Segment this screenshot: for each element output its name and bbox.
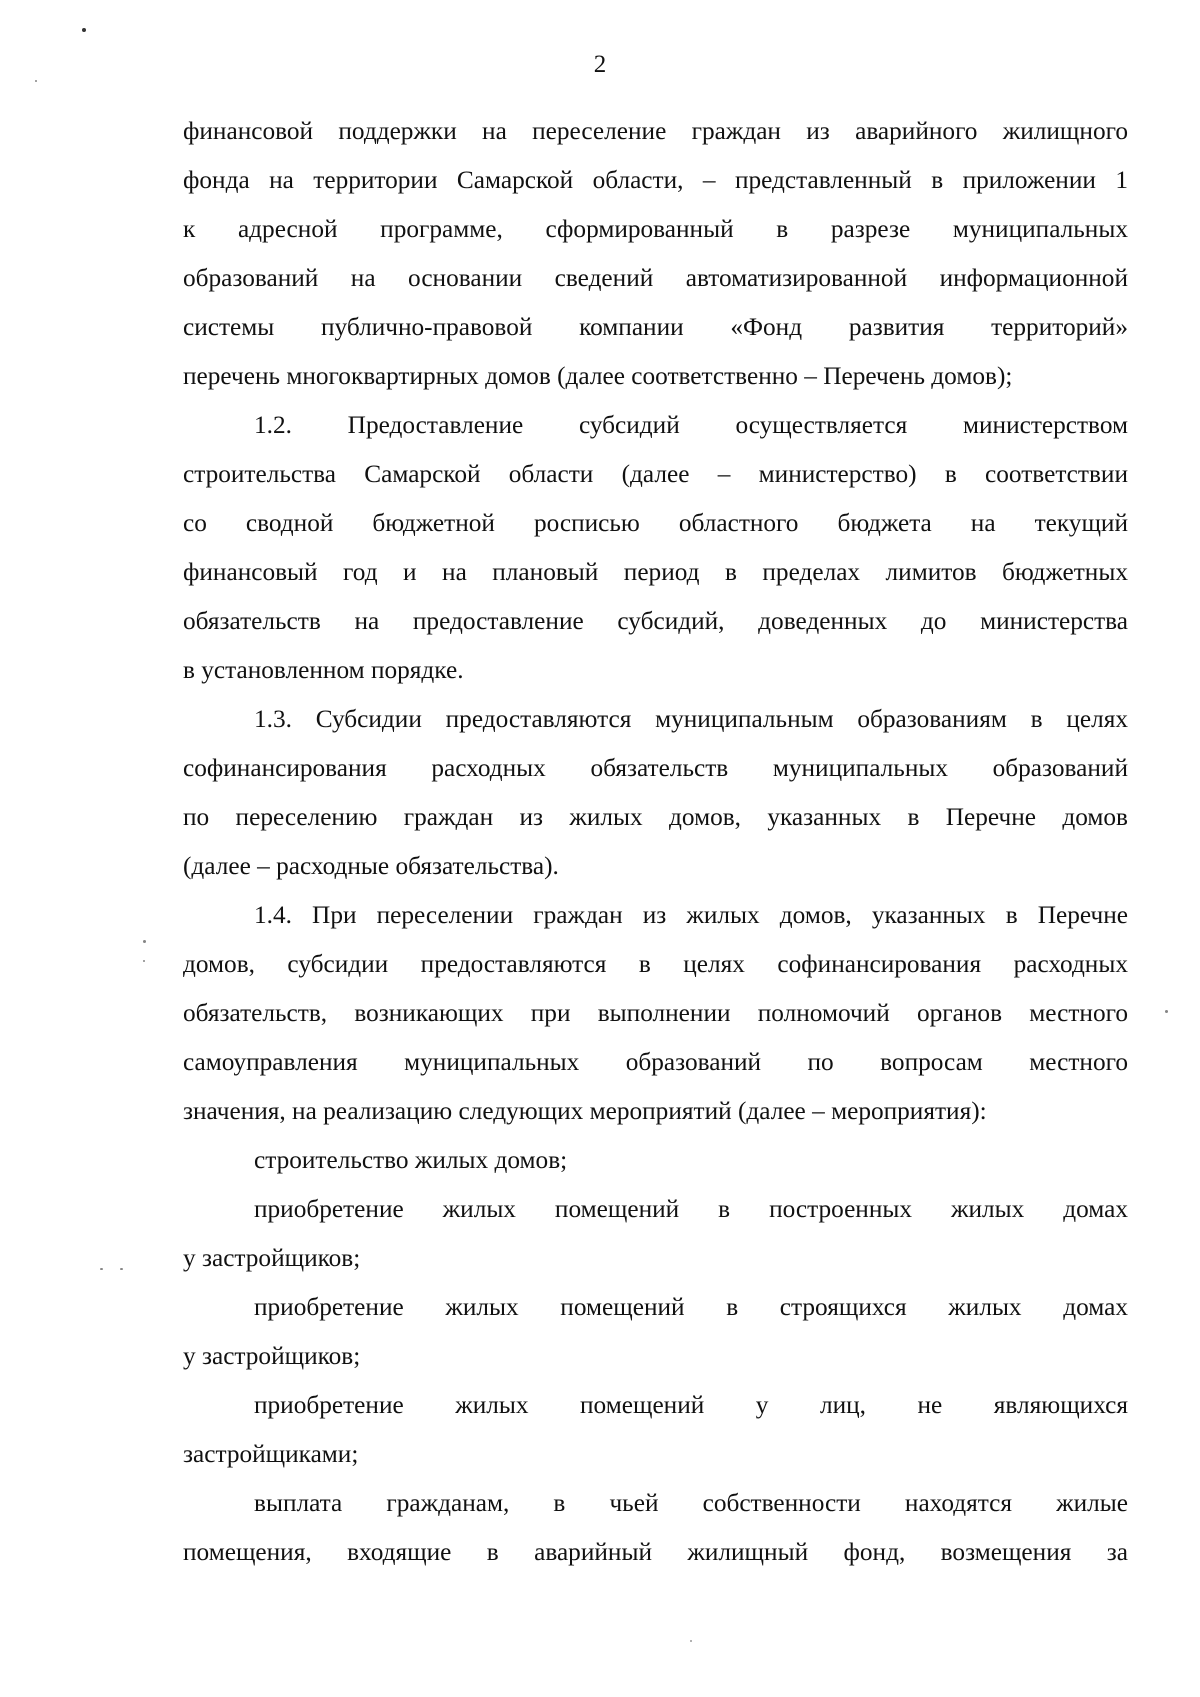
text-line: строительства Самарской области (далее – министерство) в соответствии [183, 460, 1128, 488]
scan-speck [143, 960, 145, 962]
text-line: системы публично-правовой компании «Фонд развития территорий» [183, 313, 1128, 341]
paragraph-first-line: 1.3. Субсидии предоставляются муниципальным образованиям в целях [254, 705, 1128, 733]
paragraph-first-line: 1.2. Предоставление субсидий осуществляется министерством [254, 411, 1128, 439]
page-number: 2 [593, 51, 607, 78]
scan-speck [690, 1640, 692, 1642]
text-line: значения, на реализацию следующих мероприятий (далее – мероприятия): [183, 1097, 987, 1125]
text-line: образований на основании сведений автоматизированной информационной [183, 264, 1128, 292]
text-line: (далее – расходные обязательства). [183, 852, 559, 880]
text-line: у застройщиков; [183, 1244, 361, 1272]
text-line: софинансирования расходных обязательств муниципальных образований [183, 754, 1128, 782]
scan-speck [120, 1268, 123, 1270]
paragraph-first-line: приобретение жилых помещений в построенных жилых домах [254, 1195, 1128, 1223]
text-line: помещения, входящие в аварийный жилищный фонд, возмещения за [183, 1538, 1128, 1566]
text-line: фонда на территории Самарской области, – представленный в приложении 1 [183, 166, 1128, 194]
text-line: застройщиками; [183, 1440, 359, 1468]
text-line: обязательств на предоставление субсидий, доведенных до министерства [183, 607, 1128, 635]
document-body [183, 107, 1128, 1577]
paragraph-first-line: 1.4. При переселении граждан из жилых домов, указанных в Перечне [254, 901, 1128, 929]
scan-speck [143, 940, 146, 943]
text-line: со сводной бюджетной росписью областного бюджета на текущий [183, 509, 1128, 537]
text-line: финансовой поддержки на переселение граждан из аварийного жилищного [183, 117, 1128, 145]
paragraph-first-line: приобретение жилых помещений в строящихся жилых домах [254, 1293, 1128, 1321]
text-line: у застройщиков; [183, 1342, 361, 1370]
text-line: обязательств, возникающих при выполнении полномочий органов местного [183, 999, 1128, 1027]
text-line: перечень многоквартирных домов (далее соответственно – Перечень домов); [183, 362, 1013, 390]
text-line: к адресной программе, сформированный в разрезе муниципальных [183, 215, 1128, 243]
text-line: домов, субсидии предоставляются в целях софинансирования расходных [183, 950, 1128, 978]
text-line: самоуправления муниципальных образований по вопросам местного [183, 1048, 1128, 1076]
scan-speck [35, 80, 37, 82]
text-line: в установленном порядке. [183, 656, 464, 684]
paragraph-first-line: выплата гражданам, в чьей собственности находятся жилые [254, 1489, 1128, 1517]
scan-speck [1165, 1010, 1168, 1013]
scan-speck [82, 28, 86, 32]
text-line: по переселению граждан из жилых домов, указанных в Перечне домов [183, 803, 1128, 831]
scan-speck [100, 1268, 103, 1270]
paragraph-first-line: приобретение жилых помещений у лиц, не являющихся [254, 1391, 1128, 1419]
paragraph-first-line: строительство жилых домов; [254, 1146, 568, 1174]
text-line: финансовый год и на плановый период в пределах лимитов бюджетных [183, 558, 1128, 586]
